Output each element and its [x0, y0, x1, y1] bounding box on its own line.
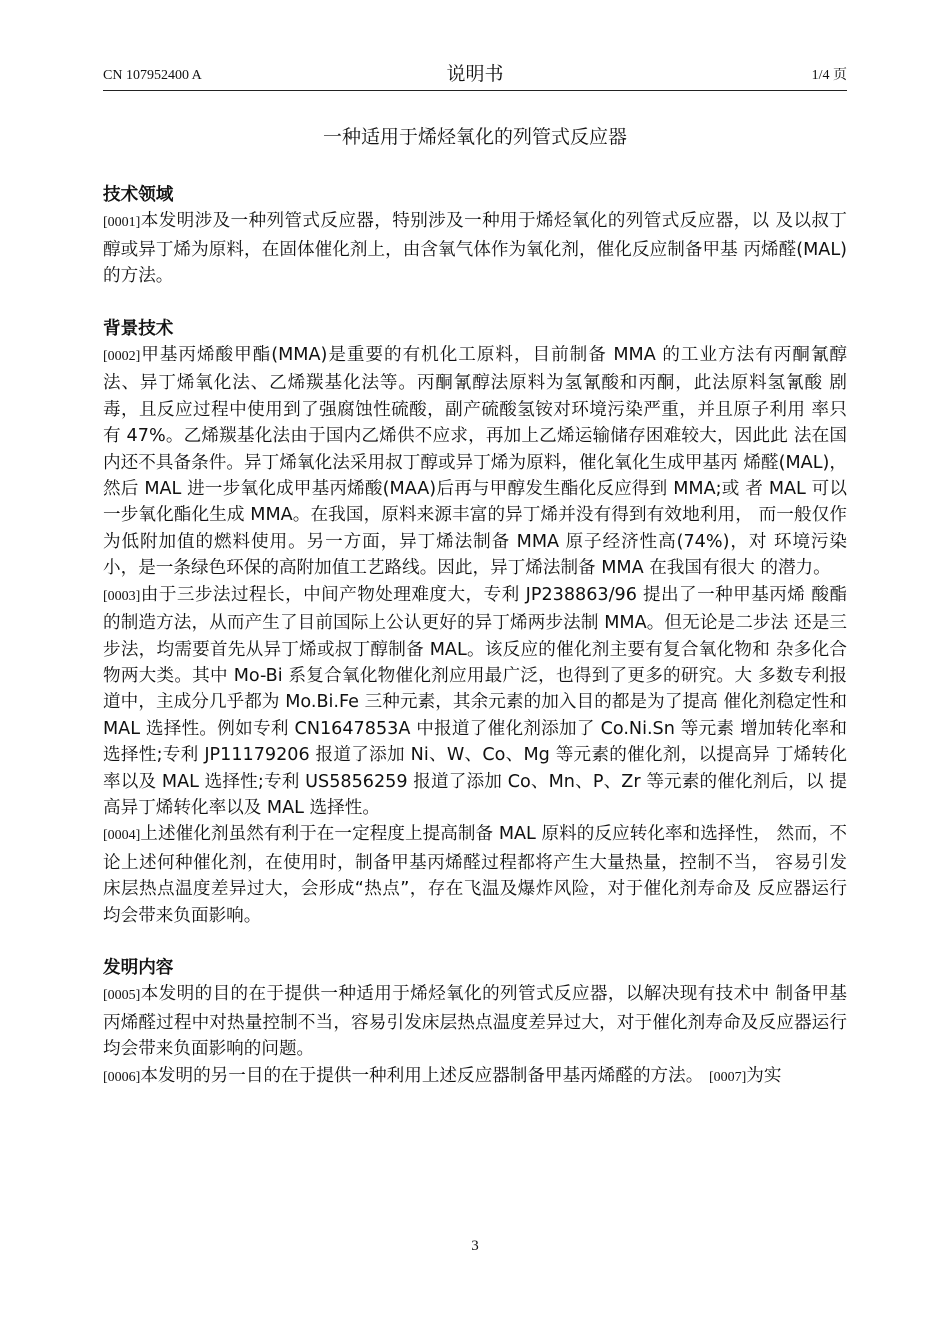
page-indicator: 1/4 页	[811, 68, 847, 83]
section-heading-tech-field: 技术领域	[103, 185, 174, 205]
paragraph-number: [0006]	[103, 1069, 141, 1085]
paragraph-number: [0003]	[103, 588, 141, 604]
document-title: 一种适用于烯烃氧化的列管式反应器	[322, 126, 627, 148]
paragraph-0006	[103, 1063, 847, 1091]
page-number: 3	[471, 1238, 479, 1254]
patent-number: CN 107952400 A	[103, 68, 202, 83]
paragraph-text: 甲基丙烯酸甲酯(MMA)是重要的有机化工原料，目前制备 MMA 的工业方法有丙酮氰醇法、异丁烯氧化法、乙烯羰基化法等。丙酮氰醇法原料为氢氰酸和丙酮，此法原料氢氰酸 剧毒，且反应过程中使用到了强腐蚀性硫酸，副产硫酸氢铵对环境污染严重，并且原子利用 率只有 47%。乙烯羰基化法由于国内乙烯供不应求，再加上乙烯运输储存困难较大，因此此 法在国内还不具备条件。异丁烯氧化法采用叔丁醇或异丁烯为原料，催化氧化生成甲基丙 烯醛(MAL)，然后 MAL 进一步氧化成甲基丙烯酸(MAA)后再与甲醇发生酯化反应得到 MMA;或 者 MAL 可以一步氧化酯化生成 MMA。在我国，原料来源丰富的异丁烯并没有得到有效地利用， 而一般仅作为低附加值的燃料使用。另一方面，异丁烯法制备 MMA 原子经济性高(74%)，对 环境污染小，是一条绿色环保的高附加值工艺路线。因此，异丁烯法制备 MMA 在我国有很大 的潜力。	[103, 345, 847, 579]
paragraph-text: 上述催化剂虽然有利于在一定程度上提高制备 MAL 原料的反应转化率和选择性， 然而，不论上述何种催化剂，在使用时，制备甲基丙烯醛过程都将产生大量热量，控制不当， 容易引发床层热点温度差异过大，会形成“热点”，存在飞温及爆炸风险，对于催化剂寿命及 反应器运行均会带来负面影响。	[103, 824, 847, 926]
paragraph-text: 本发明涉及一种列管式反应器，特别涉及一种用于烯烃氧化的列管式反应器，以 及以叔丁醇或异丁烯为原料，在固体催化剂上，由含氧气体作为氧化剂，催化反应制备甲基 丙烯醛(MAL)的方法。	[103, 211, 847, 287]
paragraph-0003	[103, 582, 847, 822]
paragraph-number: [0004]	[103, 828, 141, 844]
paragraph-0002	[103, 342, 847, 582]
paragraph-0004	[103, 821, 847, 929]
section-heading-background: 背景技术	[103, 318, 174, 339]
document-body	[103, 182, 847, 1091]
paragraph-text: 本发明的目的在于提供一种适用于烯烃氧化的列管式反应器，以解决现有技术中 制备甲基丙烯醛过程中对热量控制不当，容易引发床层热点温度差异过大，对于催化剂寿命及反应器运行均会带来负面影响的问题。	[103, 984, 847, 1060]
paragraph-0005	[103, 981, 847, 1062]
paragraph-number: [0001]	[103, 215, 141, 231]
paragraph-text: 为实	[746, 1065, 782, 1086]
paragraph-number: [0002]	[103, 349, 141, 365]
section-heading-invention: 发明内容	[103, 957, 174, 978]
paragraph-number: [0005]	[103, 988, 141, 1004]
paragraph-text: 由于三步法过程长，中间产物处理难度大，专利 JP238863/96 提出了一种甲基丙烯 酸酯的制造方法，从而产生了目前国际上公认更好的异丁烯两步法制 MMA。但无论是二步法 还是三步法，均需要首先从异丁烯或叔丁醇制备 MAL。该反应的催化剂主要有复合氧化物和 杂多化合物两大类。其中 Mo-Bi 系复合氧化物催化剂应用最广泛，也得到了更多的研究。大 多数专利报道中，主成分几乎都为 Mo.Bi.Fe 三种元素，其余元素的加入目的都是为了提高 催化剂稳定性和 MAL 选择性。例如专利 CN1647853A 中报道了催化剂添加了 Co.Ni.Sn 等元素 增加转化率和选择性;专利 JP11179206 报道了添加 Ni、W、Co、Mg 等元素的催化剂，以提高异 丁烯转化率以及 MAL 选择性;专利 US5856259 报道了添加 Co、Mn、P、Zr 等元素的催化剂后，以 提高异丁烯转化率以及 MAL 选择性。	[103, 584, 847, 818]
paragraph-text: 本发明的另一目的在于提供一种利用上述反应器制备甲基丙烯醛的方法。	[140, 1065, 704, 1086]
paragraph-number: [0007]	[708, 1069, 747, 1085]
paragraph-0001	[103, 208, 847, 289]
document-type: 说明书	[446, 63, 504, 85]
page-header	[103, 62, 847, 91]
